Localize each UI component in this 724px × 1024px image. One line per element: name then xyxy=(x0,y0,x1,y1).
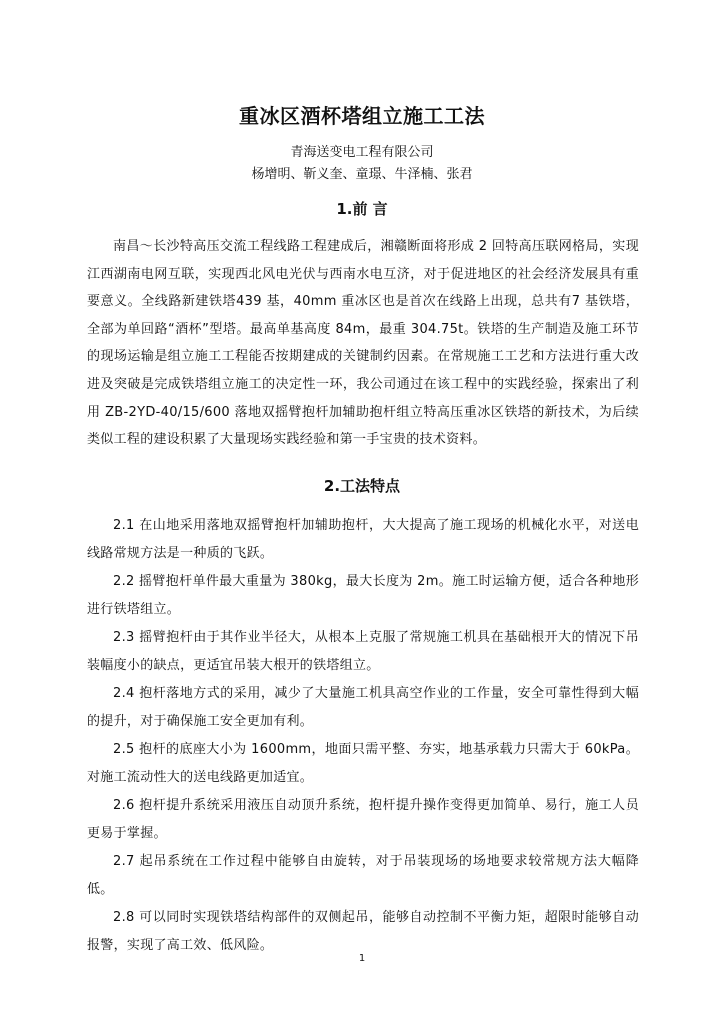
feature-item: 2.3 摇臂抱杆由于其作业半径大，从根本上克服了常规施工机具在基础根开大的情况下吊装幅度小的缺点，更适宜吊装大根开的铁塔组立。 xyxy=(87,630,639,673)
feature-item: 2.1 在山地采用落地双摇臂抱杆加辅助抱杆，大大提高了施工现场的机械化水平，对送电线路常规方法是一种质的飞跃。 xyxy=(87,518,639,561)
preface-paragraph: 南昌～长沙特高压交流工程线路工程建成后，湘赣断面将形成 2 回特高压联网格局，实现江西湖南电网互联，实现西北风电光伏与西南水电互济，对于促进地区的社会经济发展具有重要意义。全线路新建铁塔439 基，40mm 重冰区也是首次在线路上出现，总共有7 基铁塔，全部为单回路“酒杯”型塔。最高单基高度 84m，最重 304.75t。铁塔的生产制造及施工环节的现场运输是组立施工工程能否按期建成的关键制约因素。在常规施工工艺和方法进行重大改进及突破是完成铁塔组立施工的决定性一环，我公司通过在该工程中的实践经验，探索出了利用 ZB-2YD-40/15/600 落地双摇臂抱杆加辅助抱杆组立特高压重冰区铁塔的新技术，为后续类似工程的建设积累了大量现场实践经验和第一手宝贵的技术资料。 xyxy=(87,239,639,448)
feature-item: 2.2 摇臂抱杆单件最大重量为 380kg，最大长度为 2m。施工时运输方便，适合各种地形进行铁塔组立。 xyxy=(87,574,639,617)
section-heading-features: 2.工法特点 xyxy=(323,477,401,495)
author-list: 杨增明、靳义奎、童璟、牛泽楠、张君 xyxy=(251,167,473,182)
feature-item: 2.8 可以同时实现铁塔结构部件的双侧起吊，能够自动控制不平衡力矩，超限时能够自动报警，实现了高工效、低风险。 xyxy=(87,910,639,953)
feature-item: 2.5 抱杆的底座大小为 1600mm，地面只需平整、夯实，地基承载力只需大于 60kPa。对施工流动性大的送电线路更加适宜。 xyxy=(87,742,639,785)
page-number: 1 xyxy=(358,953,366,964)
organization-name: 青海送变电工程有限公司 xyxy=(290,145,434,160)
features-list xyxy=(87,512,639,960)
section-heading-preface: 1.前 言 xyxy=(336,200,388,218)
feature-item: 2.6 抱杆提升系统采用液压自动顶升系统，抱杆提升操作变得更加简单、易行，施工人员更易于掌握。 xyxy=(87,798,639,841)
feature-item: 2.7 起吊系统在工作过程中能够自由旋转，对于吊装现场的场地要求较常规方法大幅降低。 xyxy=(87,854,639,897)
document-title: 重冰区酒杯塔组立施工工法 xyxy=(239,104,485,128)
feature-item: 2.4 抱杆落地方式的采用，减少了大量施工机具高空作业的工作量，安全可靠性得到大幅的提升，对于确保施工安全更加有利。 xyxy=(87,686,639,729)
